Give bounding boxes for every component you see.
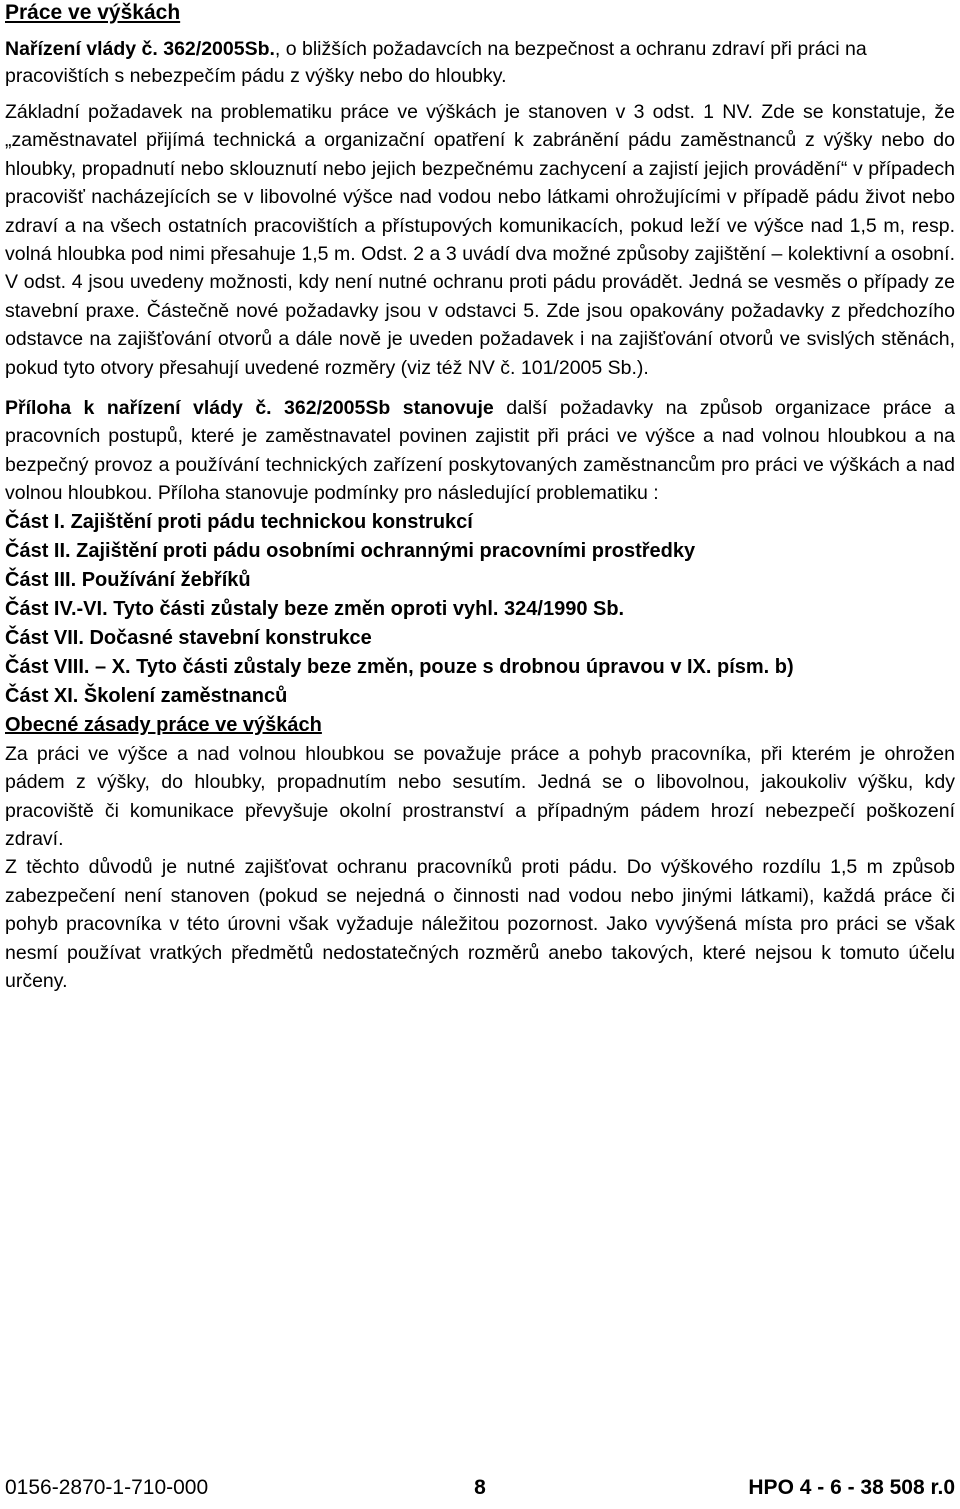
- page-footer: [5, 1472, 955, 1504]
- annex-parts-list: [5, 508, 955, 711]
- regulation-name: Nařízení vlády č. 362/2005Sb.: [5, 38, 275, 60]
- annex-part-item: Část II. Zajištění proti pádu osobními ochrannými pracovními prostředky: [5, 539, 696, 562]
- page-title: Práce ve výškách: [5, 1, 181, 24]
- footer-document-code: 0156-2870-1-710-000: [5, 1476, 209, 1499]
- footer-page-number: 8: [474, 1476, 486, 1499]
- paragraph-protection: Z těchto důvodů je nutné zajišťovat ochranu pracovníků proti pádu. Do výškového rozdílu 1,5 m způsob zabezpečení není stanoven (pokud se nejedná o činnosti nad vodou nebo jinými látkami), každá práce či pohyb pracovníka v této úrovni však vyžaduje náležitou pozornost. Jako vyvýšená místa pro práci se však nesmí používat vratkých předmětů nedostatečných rozměrů anebo takových, které nejsou k tomuto účelu určeny.: [5, 856, 955, 992]
- regulation-intro: [5, 36, 955, 90]
- annex-part-item: Část III. Používání žebříků: [5, 568, 251, 591]
- annex-part-item: Část IV.-VI. Tyto části zůstaly beze změn oproti vyhl. 324/1990 Sb.: [5, 597, 625, 620]
- annex-paragraph: [5, 394, 955, 508]
- paragraph-definition: Za práci ve výšce a nad volnou hloubkou se považuje práce a pohyb pracovníka, při kterém je ohrožen pádem z výšky, do hloubky, propadnutím nebo sesutím. Jedná se o libovolnou, jakoukoliv výšku, kdy pracoviště či komunikace převyšuje okolní prostranství a případným pádem hrozí nebezpečí poškození zdraví.: [5, 742, 955, 850]
- footer-reference: HPO 4 - 6 - 38 508 r.0: [748, 1476, 956, 1499]
- regulation-description: , o bližších požadavcích na bezpečnost a ochranu zdraví při práci na pracovištích s nebezpečím pádu z výšky nebo do hloubky.: [5, 38, 867, 87]
- annex-part-item: Část VIII. – X. Tyto části zůstaly beze změn, pouze s drobnou úpravou v IX. písm. b): [5, 655, 794, 678]
- section-heading-general-principles: Obecné zásady práce ve výškách: [5, 713, 322, 736]
- annex-part-item: Část VII. Dočasné stavební konstrukce: [5, 626, 372, 649]
- paragraph-basic-requirement: Základní požadavek na problematiku práce ve výškách je stanoven v 3 odst. 1 NV. Zde se konstatuje, že „zaměstnavatel přijímá technická a organizační opatření k zabránění pádu zaměstnanců z výšky nebo do hloubky, propadnutí nebo sklouznutí nebo jejich bezpečnému zachycení a zajistí jejich provádění“ v případech pracovišť nacházejících se v libovolné výšce nad vodou nebo látkami ohrožujícími v případě pádu život nebo zdraví a na všech ostatních pracovištích a přístupových komunikacích, pokud leží ve výšce nad 1,5 m, resp. volná hloubka pod nimi přesahuje 1,5 m. Odst. 2 a 3 uvádí dva možné způsoby zajištění – kolektivní a osobní. V odst. 4 jsou uvedeny možnosti, kdy není nutné ochranu proti pádu provádět. Jedná se vesměs o případy ze stavební praxe. Částečně nové požadavky jsou v odstavci 5. Zde jsou opakovány požadavky z předchozího odstavce na zajišťování otvorů a dále nově je uveden požadavek i na zajišťování otvorů ve svislých stěnách, pokud tyto otvory přesahují uvedené rozměry (viz též NV č. 101/2005 Sb.).: [5, 101, 955, 379]
- annex-text: další požadavky na způsob organizace práce a pracovních postupů, které je zaměstnavatel povinen zajistit při práci ve výšce a nad volnou hloubkou a na bezpečný provoz a používání technických zařízení poskytovaných zaměstnancům pro práci ve výškách a nad volnou hloubkou. Příloha stanovuje podmínky pro následující problematiku :: [5, 397, 955, 505]
- document-page: [5, 0, 955, 995]
- annex-part-item: Část I. Zajištění proti pádu technickou konstrukcí: [5, 510, 473, 533]
- annex-title: Příloha k nařízení vlády č. 362/2005Sb stanovuje: [5, 397, 494, 420]
- annex-part-item: Část XI. Školení zaměstnanců: [5, 684, 288, 707]
